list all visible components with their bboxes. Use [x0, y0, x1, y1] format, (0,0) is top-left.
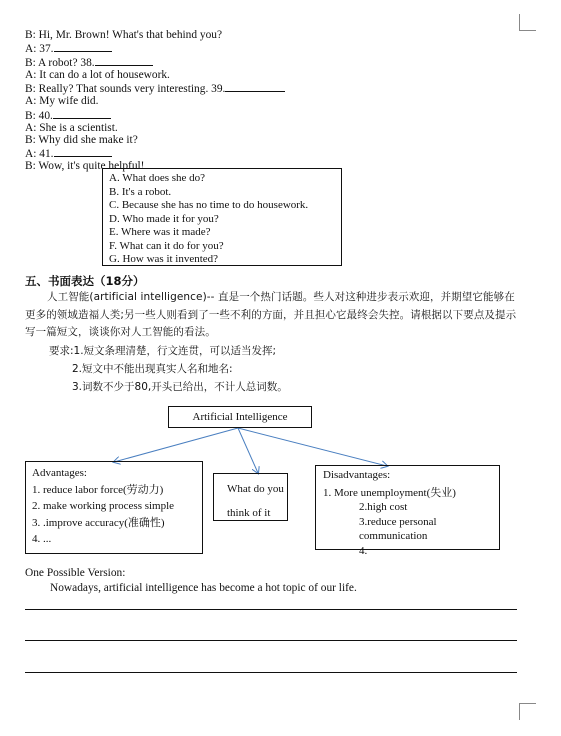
version-label: One Possible Version: [25, 567, 126, 579]
speaker-label: B: [25, 57, 36, 70]
disadvantage-item: 4. [359, 544, 368, 557]
advantage-item: 2. make working process simple [32, 500, 175, 512]
dialogue-text: Really? That sounds very interesting. 39. [38, 83, 226, 96]
middle-line: think of it [227, 507, 271, 519]
option-item: F. What can it do for you? [109, 239, 224, 252]
option-item: B. It's a robot. [109, 185, 172, 198]
answer-blank[interactable] [95, 55, 153, 66]
requirement-3: 3.词数不少于80,开头已给出，不计人总词数。 [72, 381, 288, 393]
version-first-line: Nowadays, artificial intelligence has become a hot topic of our life. [50, 582, 357, 594]
dialogue-line [25, 134, 355, 146]
speaker-label: A: [25, 95, 37, 108]
option-item: D. Who made it for you? [109, 212, 219, 225]
advantage-item: 1. reduce labor force(劳动力) [32, 483, 164, 496]
answer-blank[interactable] [53, 108, 111, 119]
dialogue-text: Wow, it's quite helpful! [38, 159, 145, 172]
speaker-label: B: [25, 133, 36, 146]
mindmap-center-box: Artificial Intelligence [168, 406, 312, 428]
speaker-label: A: [25, 69, 37, 82]
advantages-box [25, 461, 203, 554]
crop-mark-top-right [519, 14, 536, 31]
option-item: C. Because she has no time to do housework. [109, 199, 309, 211]
speaker-label: A: [25, 147, 37, 160]
disadvantage-item: 2.high cost [359, 501, 408, 513]
speaker-label: B: [25, 109, 36, 122]
dialogue-text: It can do a lot of housework. [39, 69, 170, 82]
disadvantage-item: communication [359, 530, 428, 542]
dialogue-line [25, 108, 355, 122]
option-item: G. How was it invented? [109, 253, 219, 265]
options-box [102, 168, 342, 266]
dialogue-line [25, 95, 355, 107]
writing-line[interactable] [25, 609, 517, 610]
dialogue-text: 37. [39, 43, 54, 56]
disadvantage-item: 3.reduce personal [359, 515, 437, 528]
dialogue-text: My wife did. [39, 95, 99, 108]
option-item: E. Where was it made? [109, 226, 211, 238]
speaker-label: B: [25, 29, 36, 41]
dialogue-text: Why did she make it? [38, 133, 138, 146]
writing-line[interactable] [25, 672, 517, 673]
dialogue-text: A robot? 38. [37, 57, 95, 70]
arrow-to-advantages [114, 428, 238, 462]
dialogue [25, 29, 355, 172]
answer-blank[interactable] [54, 41, 112, 52]
dialogue-text: 40. [38, 109, 53, 122]
arrow-to-disadvantages [238, 428, 387, 466]
dialogue-line [25, 41, 355, 55]
crop-mark-bottom-right [519, 703, 536, 720]
speaker-label: B: [25, 83, 36, 96]
dialogue-line [25, 55, 355, 69]
possible-version [25, 566, 357, 596]
arrow-to-middle [238, 428, 258, 473]
advantages-title: Advantages: [32, 467, 87, 479]
section-title: 五、书面表达（18分） [25, 274, 145, 288]
dialogue-text: She is a scientist. [39, 121, 118, 134]
dialogue-line [25, 29, 355, 41]
speaker-label: B: [25, 159, 36, 172]
speaker-label: A: [25, 121, 37, 134]
speaker-label: A: [25, 43, 37, 56]
disadvantage-item: 1. More unemployment(失业) [323, 486, 456, 499]
answer-blank[interactable] [225, 81, 285, 92]
advantage-item: 3. .improve accuracy(准确性) [32, 516, 165, 529]
answer-blank[interactable] [54, 146, 112, 157]
requirement-1: 要求:1.短文条理清楚，行文连贯，可以适当发挥; [49, 345, 277, 357]
disadvantages-box [315, 465, 500, 557]
option-item: A. What does she do? [109, 172, 206, 184]
advantage-item: 4. ... [32, 533, 52, 545]
section-intro: 人工智能(artificial intelligence)-- 直是一个热门话题。些人对这种进步表示欢迎，并期望它能够在更多的领域造福人类;另一些人则看到了一些不利的方面，并且担心它最终会失控。请根据以下要点及提示写一篇短文，谈谈你对人工智能的看法。 [25, 291, 517, 338]
middle-question-box [213, 473, 288, 521]
disadvantages-title: Disadvantages: [323, 469, 391, 481]
dialogue-line [25, 81, 355, 95]
dialogue-line [25, 146, 355, 160]
writing-line[interactable] [25, 640, 517, 641]
dialogue-text: Hi, Mr. Brown! What's that behind you? [38, 29, 223, 41]
requirement-2: 2.短文中不能出现真实人名和地名: [72, 363, 233, 375]
dialogue-text: 41. [39, 147, 54, 160]
dialogue-line [25, 122, 355, 134]
middle-line: What do you [227, 483, 284, 495]
dialogue-line [25, 69, 355, 81]
